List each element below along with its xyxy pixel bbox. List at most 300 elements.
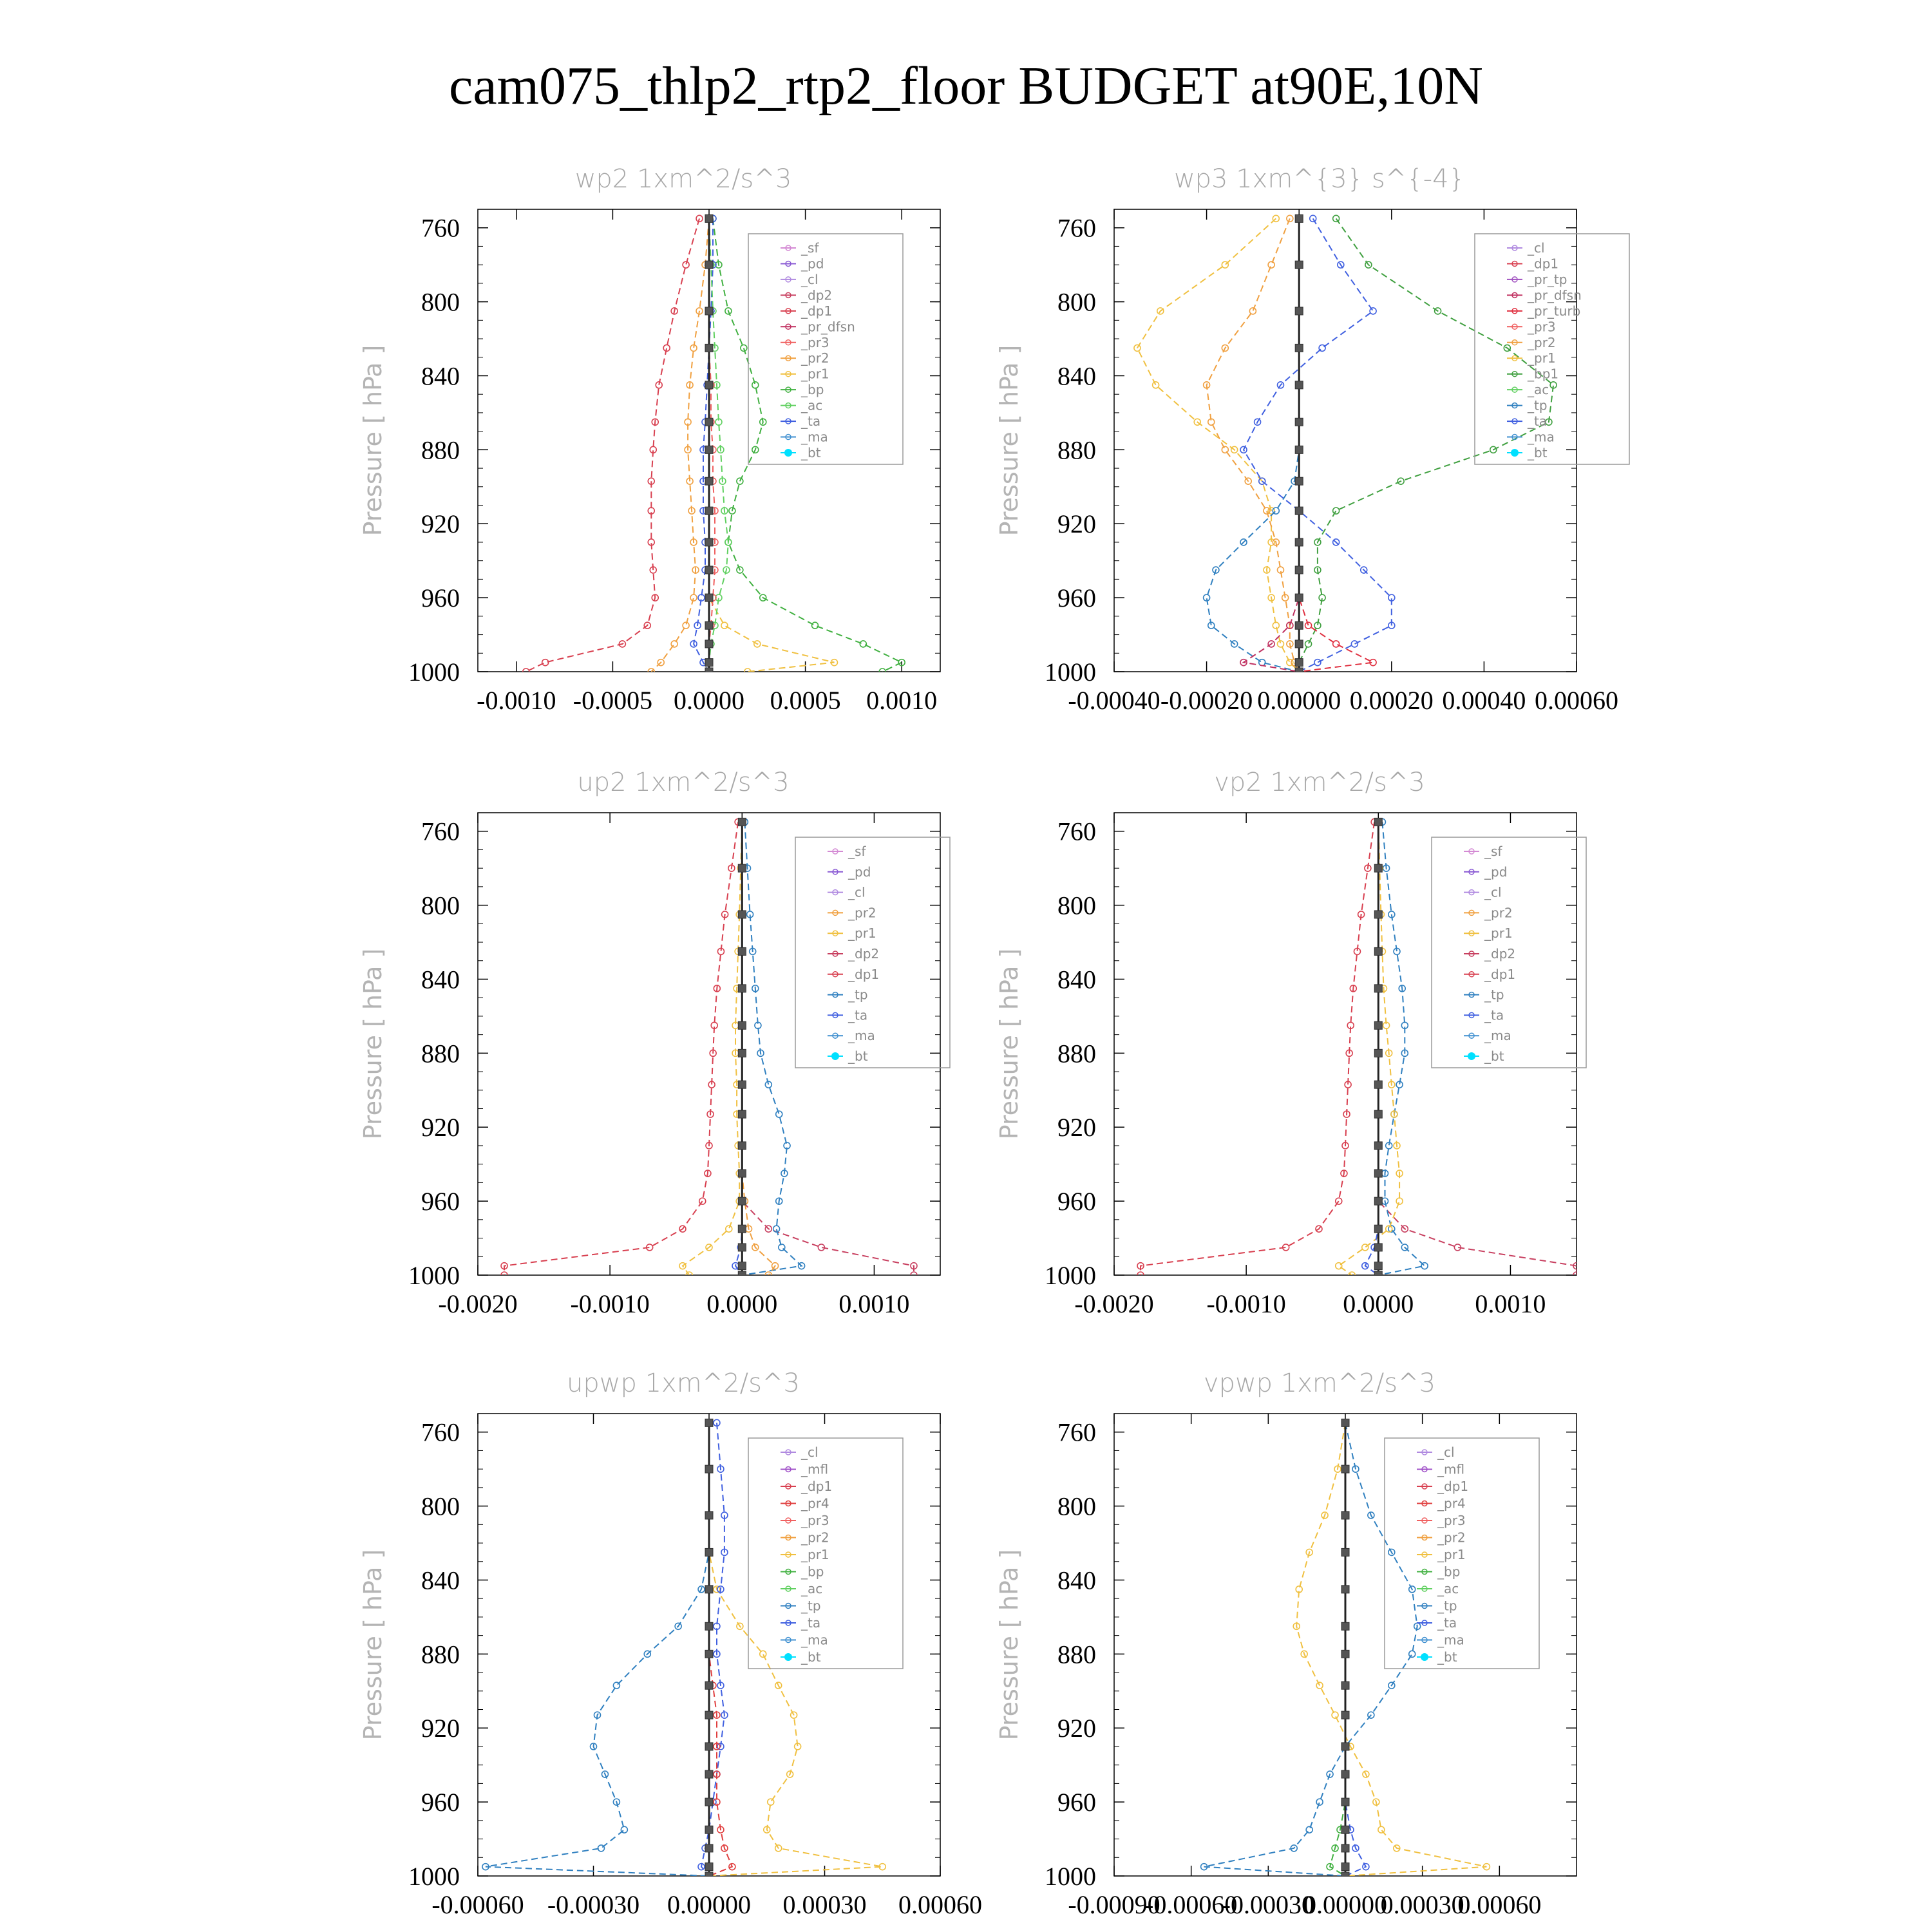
legend-label: _sf [848, 844, 866, 859]
legend-label: _pr_dfsn [1528, 287, 1582, 303]
x-tick-label: -0.0020 [1074, 1289, 1154, 1318]
data-point-bt [705, 214, 713, 222]
legend-label: _bt [1528, 445, 1548, 460]
y-tick-label: 760 [421, 213, 460, 243]
data-point-bt [1374, 818, 1382, 826]
y-tick-label: 880 [1057, 435, 1096, 465]
data-point-bt [1295, 307, 1303, 315]
data-point-bt [1374, 1170, 1382, 1177]
data-point-bt [705, 1548, 713, 1556]
data-point-bt [705, 1743, 713, 1750]
series-group [1134, 214, 1557, 676]
legend-label: _bt [801, 445, 821, 460]
legend-label: _ta [848, 1007, 868, 1023]
legend-label: _ma [848, 1028, 875, 1044]
y-tick-label: 760 [1057, 817, 1096, 846]
panel-1 [359, 164, 940, 715]
data-point-bt [1341, 1511, 1349, 1519]
y-tick-label: 1000 [1045, 1862, 1096, 1891]
plot-frame [478, 813, 940, 1275]
data-point-bt [705, 659, 713, 667]
data-point-bp1 [1333, 507, 1340, 514]
series-line-tp [742, 822, 801, 1275]
legend-label: _bt [1484, 1048, 1504, 1064]
data-point-bp [752, 382, 759, 388]
legend-label: _pd [1484, 864, 1508, 880]
legend-marker [784, 449, 792, 457]
data-point-bt [1341, 1548, 1349, 1556]
data-point-bt [738, 1142, 746, 1150]
data-point-ta [1314, 659, 1321, 666]
legend-label: _cl [1528, 240, 1545, 256]
data-point-pr1 [1222, 261, 1228, 268]
data-point-bp1 [1333, 215, 1340, 222]
data-point-bt [1295, 566, 1303, 574]
series-line-pr1 [1339, 822, 1399, 1275]
data-point-tp [1409, 1651, 1416, 1657]
series-line-tp [1204, 1423, 1417, 1876]
data-point-tp [1316, 1799, 1323, 1805]
series-line-tp [1207, 218, 1300, 672]
data-point-bt [1295, 214, 1303, 222]
data-point-tp [613, 1682, 620, 1689]
legend-label: _ma [801, 429, 828, 445]
y-tick-label: 960 [1057, 583, 1096, 613]
legend-label: _bp1 [1528, 366, 1559, 382]
data-point-bt [1295, 477, 1303, 485]
legend-label: _pr1 [1484, 925, 1513, 942]
legend-label: _bt [801, 1649, 821, 1665]
data-point-bt [1374, 1081, 1382, 1088]
data-point-bt [705, 446, 713, 453]
x-tick-label: 0.0010 [1475, 1289, 1546, 1318]
data-point-bt [1295, 507, 1303, 515]
series-line-dp2 [1378, 822, 1577, 1275]
legend [1475, 234, 1629, 464]
legend-label: _bp [801, 1564, 824, 1580]
series-group [523, 214, 905, 676]
y-tick-label: 1000 [408, 1862, 460, 1891]
series-line-pr_turb [1299, 218, 1373, 672]
y-tick-label: 920 [1057, 1113, 1096, 1142]
data-point-pr1 [726, 1226, 732, 1232]
data-point-bt [705, 1511, 713, 1519]
series-line-bp [1330, 1423, 1345, 1876]
data-point-bt [1295, 261, 1303, 269]
legend-label: _dp2 [801, 287, 833, 303]
data-point-bt [1374, 1142, 1382, 1150]
series-line-dp1 [1141, 822, 1374, 1275]
data-point-bt [1295, 418, 1303, 426]
data-point-bt [705, 1465, 713, 1473]
legend-marker [1468, 1052, 1475, 1060]
legend-label: _tp [848, 987, 868, 1003]
y-tick-label: 760 [1057, 213, 1096, 243]
data-point-bt [705, 1586, 713, 1593]
data-point-dp1 [1336, 1198, 1342, 1204]
data-point-bt [1374, 985, 1382, 992]
panel-title: wp3 1xm^{3} s^{-4} [1173, 164, 1466, 194]
x-tick-label: 0.00020 [1349, 686, 1434, 715]
y-tick-label: 800 [1057, 1492, 1096, 1521]
data-point-bt [1374, 947, 1382, 955]
data-point-bt [738, 818, 746, 826]
data-point-bt [1374, 1021, 1382, 1029]
panel-6 [995, 1368, 1577, 1919]
data-point-pr1 [1273, 215, 1279, 222]
y-tick-label: 960 [1057, 1788, 1096, 1817]
data-point-bt [738, 947, 746, 955]
legend-label: _dp1 [848, 966, 880, 982]
series-line-ta [694, 218, 713, 672]
data-point-bt [1295, 640, 1303, 648]
y-tick-label: 840 [421, 965, 460, 994]
y-tick-label: 840 [421, 361, 460, 391]
data-point-bt [1341, 1711, 1349, 1719]
data-point-pr1 [768, 1799, 774, 1805]
legend-label: _dp1 [1484, 966, 1516, 982]
data-point-bt [705, 1872, 713, 1880]
data-point-bt [705, 1681, 713, 1689]
y-axis-title: Pressure [ hPa ] [995, 948, 1023, 1140]
data-point-pr_turb [1305, 622, 1312, 629]
data-point-bt [738, 864, 746, 872]
y-tick-label: 1000 [408, 658, 460, 687]
data-point-bt [705, 1844, 713, 1852]
data-point-bt [705, 538, 713, 546]
series-line-pr_dfsn [1244, 218, 1299, 672]
y-tick-label: 920 [421, 1714, 460, 1743]
series-line-pr1 [709, 1423, 882, 1876]
legend-label: _ac [801, 1581, 823, 1596]
data-point-bt [738, 1170, 746, 1177]
x-tick-label: 0.0010 [838, 1289, 910, 1318]
panel-title: upwp 1xm^2/s^3 [567, 1368, 800, 1398]
data-point-bt [1341, 1419, 1349, 1426]
y-tick-label: 920 [1057, 509, 1096, 539]
series-group [1137, 818, 1580, 1279]
data-point-bt [705, 594, 713, 601]
data-point-bt [738, 1081, 746, 1088]
legend [748, 234, 903, 464]
legend-label: _bp [801, 382, 824, 398]
data-point-bp1 [1305, 641, 1312, 647]
legend-label: _ta [801, 413, 821, 430]
legend-label: _dp2 [848, 946, 880, 961]
legend-label: _cl [801, 271, 819, 287]
data-point-bt [705, 566, 713, 574]
data-point-bp [812, 622, 819, 629]
x-tick-label: 0.0000 [1343, 1289, 1414, 1318]
x-tick-label: 0.00000 [1257, 686, 1341, 715]
panel-title: vpwp 1xm^2/s^3 [1203, 1368, 1436, 1398]
data-point-ta [1319, 345, 1325, 351]
data-point-bt [705, 1826, 713, 1833]
data-point-pr1 [1332, 1712, 1338, 1718]
legend-label: _ta [1437, 1615, 1457, 1631]
legend-label: _pr3 [1437, 1513, 1466, 1528]
x-tick-label: -0.00030 [1222, 1890, 1314, 1919]
x-tick-label: 0.0000 [674, 686, 744, 715]
data-point-bt [1341, 1872, 1349, 1880]
x-tick-label: -0.00090 [1068, 1890, 1160, 1919]
series-line-ta [1345, 1423, 1366, 1876]
legend-label: _pr1 [848, 925, 876, 942]
data-point-pr2 [1287, 215, 1293, 222]
y-tick-label: 800 [1057, 287, 1096, 317]
series-line-ta [1244, 218, 1392, 672]
x-tick-label: 0.00060 [1457, 1890, 1542, 1919]
data-point-bt [738, 1021, 746, 1029]
data-point-pr1 [1378, 1826, 1385, 1833]
data-point-bt [738, 1049, 746, 1057]
legend-label: _pr2 [1437, 1530, 1466, 1546]
data-point-bt [705, 381, 713, 389]
panel-title: wp2 1xm^2/s^3 [574, 164, 792, 194]
panel-3 [359, 768, 950, 1318]
data-point-pr_turb [1333, 641, 1340, 647]
y-tick-label: 840 [1057, 965, 1096, 994]
data-point-pr2 [671, 641, 677, 647]
legend-label: _pr2 [801, 350, 829, 366]
data-point-pr1 [1336, 1263, 1342, 1269]
legend [1432, 837, 1586, 1068]
data-point-bt [705, 1650, 713, 1658]
x-tick-label: -0.0010 [477, 686, 556, 715]
plot-frame [1114, 813, 1577, 1275]
x-tick-label: -0.0010 [1206, 1289, 1286, 1318]
y-axis-title: Pressure [ hPa ] [359, 1549, 387, 1741]
y-tick-label: 760 [421, 817, 460, 846]
legend-label: _sf [1484, 844, 1502, 859]
y-axis-title: Pressure [ hPa ] [995, 1549, 1023, 1741]
x-tick-label: -0.00040 [1068, 686, 1160, 715]
legend-label: _pr2 [1528, 334, 1556, 350]
series-line-bp1 [1299, 218, 1553, 672]
data-point-bt [738, 1271, 746, 1279]
legend-label: _tp [801, 1598, 821, 1614]
series-line-pr1 [1137, 218, 1299, 672]
data-point-bt [1374, 1244, 1382, 1251]
data-point-bt [1295, 538, 1303, 546]
data-point-bt [705, 1711, 713, 1719]
series-line-tp [486, 1423, 709, 1876]
y-tick-label: 1000 [1045, 658, 1096, 687]
data-point-bt [1374, 1110, 1382, 1118]
plot-frame [1114, 209, 1577, 672]
legend-marker [1511, 449, 1519, 457]
legend [795, 837, 950, 1068]
legend-label: _pr3 [801, 334, 829, 350]
x-tick-label: 0.00030 [1380, 1890, 1464, 1919]
y-axis-title: Pressure [ hPa ] [995, 345, 1023, 536]
data-point-bt [1341, 1465, 1349, 1473]
data-point-bt [1295, 659, 1303, 667]
legend-label: _bt [848, 1048, 868, 1064]
data-point-bt [705, 640, 713, 648]
data-point-bt [1341, 1863, 1349, 1871]
data-point-bt [738, 1110, 746, 1118]
data-point-bt [705, 668, 713, 676]
legend-label: _tp [1528, 397, 1548, 413]
legend-label: _ac [1437, 1581, 1459, 1596]
data-point-bt [1341, 1650, 1349, 1658]
data-point-dp1 [699, 1198, 706, 1204]
legend-label: _tp [1437, 1598, 1457, 1614]
legend-label: _pr1 [801, 1547, 829, 1562]
data-point-bt [1295, 446, 1303, 453]
x-tick-label: -0.00060 [431, 1890, 524, 1919]
x-tick-label: 0.0000 [706, 1289, 778, 1318]
data-point-bt [1295, 344, 1303, 352]
x-tick-label: 0.0005 [770, 686, 841, 715]
y-tick-label: 800 [1057, 891, 1096, 920]
data-point-pr2 [1249, 308, 1256, 314]
x-tick-label: -0.0020 [438, 1289, 518, 1318]
series-line-pr2 [1207, 218, 1300, 672]
x-tick-label: 0.00040 [1442, 686, 1526, 715]
legend-label: _pr1 [1437, 1547, 1466, 1562]
data-point-bt [738, 1225, 746, 1233]
data-point-bt [705, 507, 713, 515]
data-point-bt [705, 1419, 713, 1426]
legend-label: _mfl [1437, 1461, 1465, 1477]
y-tick-label: 920 [421, 509, 460, 539]
y-axis-title: Pressure [ hPa ] [359, 345, 387, 536]
legend-label: _ta [1484, 1007, 1504, 1023]
series-line-ta [701, 1423, 724, 1876]
data-point-bt [1374, 1197, 1382, 1205]
y-tick-label: 880 [1057, 1640, 1096, 1669]
legend-label: _pd [801, 256, 824, 272]
x-tick-label: -0.00020 [1160, 686, 1253, 715]
legend-label: _pr2 [801, 1530, 829, 1546]
x-tick-label: -0.0005 [573, 686, 653, 715]
data-point-tp [776, 1111, 782, 1117]
data-point-bt [705, 344, 713, 352]
panel-5 [359, 1368, 982, 1919]
data-point-bt [705, 261, 713, 269]
data-point-bt [1295, 668, 1303, 676]
data-point-pr2 [1268, 261, 1274, 268]
data-point-bt [1341, 1798, 1349, 1806]
legend-label: _sf [801, 240, 819, 256]
data-point-pr2 [1222, 446, 1228, 453]
x-tick-label: -0.00060 [1145, 1890, 1238, 1919]
series-line-ta [735, 822, 742, 1275]
series-line-dp1 [526, 218, 699, 672]
legend-label: _ac [801, 397, 823, 413]
y-tick-label: 800 [421, 1492, 460, 1521]
legend-label: _cl [848, 884, 866, 900]
data-point-bt [1295, 594, 1303, 601]
x-tick-label: -0.0010 [570, 1289, 650, 1318]
legend-label: _cl [801, 1444, 819, 1460]
legend-label: _pd [848, 864, 871, 880]
data-point-tp [779, 1244, 785, 1251]
data-point-bt [705, 1863, 713, 1871]
legend-label: _ma [1528, 429, 1555, 445]
data-point-tp [598, 1845, 604, 1852]
y-tick-label: 880 [421, 1039, 460, 1068]
y-tick-label: 800 [421, 891, 460, 920]
data-point-bt [1341, 1743, 1349, 1750]
y-tick-label: 1000 [408, 1261, 460, 1290]
data-point-pr1 [1153, 382, 1159, 388]
data-point-pr1 [1396, 1198, 1403, 1204]
series-line-dp2 [742, 822, 914, 1275]
y-tick-label: 800 [421, 287, 460, 317]
panel-title: vp2 1xm^2/s^3 [1214, 768, 1425, 797]
data-point-ta [1351, 641, 1358, 647]
x-tick-label: -0.00030 [547, 1890, 640, 1919]
panel-4 [995, 768, 1586, 1318]
data-point-pr1 [1362, 1244, 1368, 1251]
data-point-bt [1341, 1586, 1349, 1593]
data-point-bt [1374, 1225, 1382, 1233]
figure-title: cam075_thlp2_rtp2_floor BUDGET at90E,10N [449, 56, 1483, 116]
y-tick-label: 960 [1057, 1187, 1096, 1217]
legend-label: _dp1 [1437, 1479, 1469, 1494]
data-point-bt [705, 1770, 713, 1778]
data-point-bt [1341, 1770, 1349, 1778]
legend-label: _pr4 [1437, 1495, 1466, 1511]
legend-label: _dp1 [801, 303, 833, 319]
legend-label: _ta [1528, 413, 1548, 430]
data-point-bt [738, 911, 746, 918]
legend-label: _ma [801, 1632, 828, 1648]
series-line-pr1 [683, 822, 742, 1275]
series-line-tp [1378, 822, 1425, 1275]
data-point-tp [621, 1826, 627, 1833]
legend-label: _dp1 [1528, 256, 1559, 272]
legend-label: _dp1 [801, 1479, 833, 1494]
legend [1385, 1438, 1539, 1669]
x-tick-label: 0.0010 [866, 686, 938, 715]
legend-label: _bt [1437, 1649, 1457, 1665]
data-point-bt [1341, 1844, 1349, 1852]
data-point-bt [1341, 1681, 1349, 1689]
data-point-ta [1370, 308, 1376, 314]
data-point-bt [1374, 1262, 1382, 1270]
series-line-dp1 [504, 822, 738, 1275]
data-point-bt [738, 1244, 746, 1251]
x-tick-label: 0.00000 [667, 1890, 751, 1919]
data-point-bt [1295, 621, 1303, 629]
legend-label: _cl [1484, 884, 1502, 900]
data-point-bt [738, 1197, 746, 1205]
y-tick-label: 760 [421, 1417, 460, 1447]
legend-marker [1421, 1653, 1428, 1661]
data-point-ta [1310, 215, 1316, 222]
y-tick-label: 880 [421, 1640, 460, 1669]
y-tick-label: 960 [421, 583, 460, 613]
data-point-bt [705, 1622, 713, 1630]
data-point-tp [1306, 1826, 1312, 1833]
y-tick-label: 1000 [1045, 1261, 1096, 1290]
legend-marker [831, 1052, 839, 1060]
legend-label: _pr2 [1484, 905, 1513, 921]
y-tick-label: 920 [421, 1113, 460, 1142]
x-tick-label: 0.00060 [1535, 686, 1618, 715]
data-point-bt [738, 985, 746, 992]
data-point-bt [1374, 1271, 1382, 1279]
legend-label: _ma [1484, 1028, 1511, 1044]
legend-marker [784, 1653, 792, 1661]
legend-label: _mfl [801, 1461, 829, 1477]
data-point-dp1 [696, 215, 703, 222]
legend-label: _tp [1484, 987, 1504, 1003]
